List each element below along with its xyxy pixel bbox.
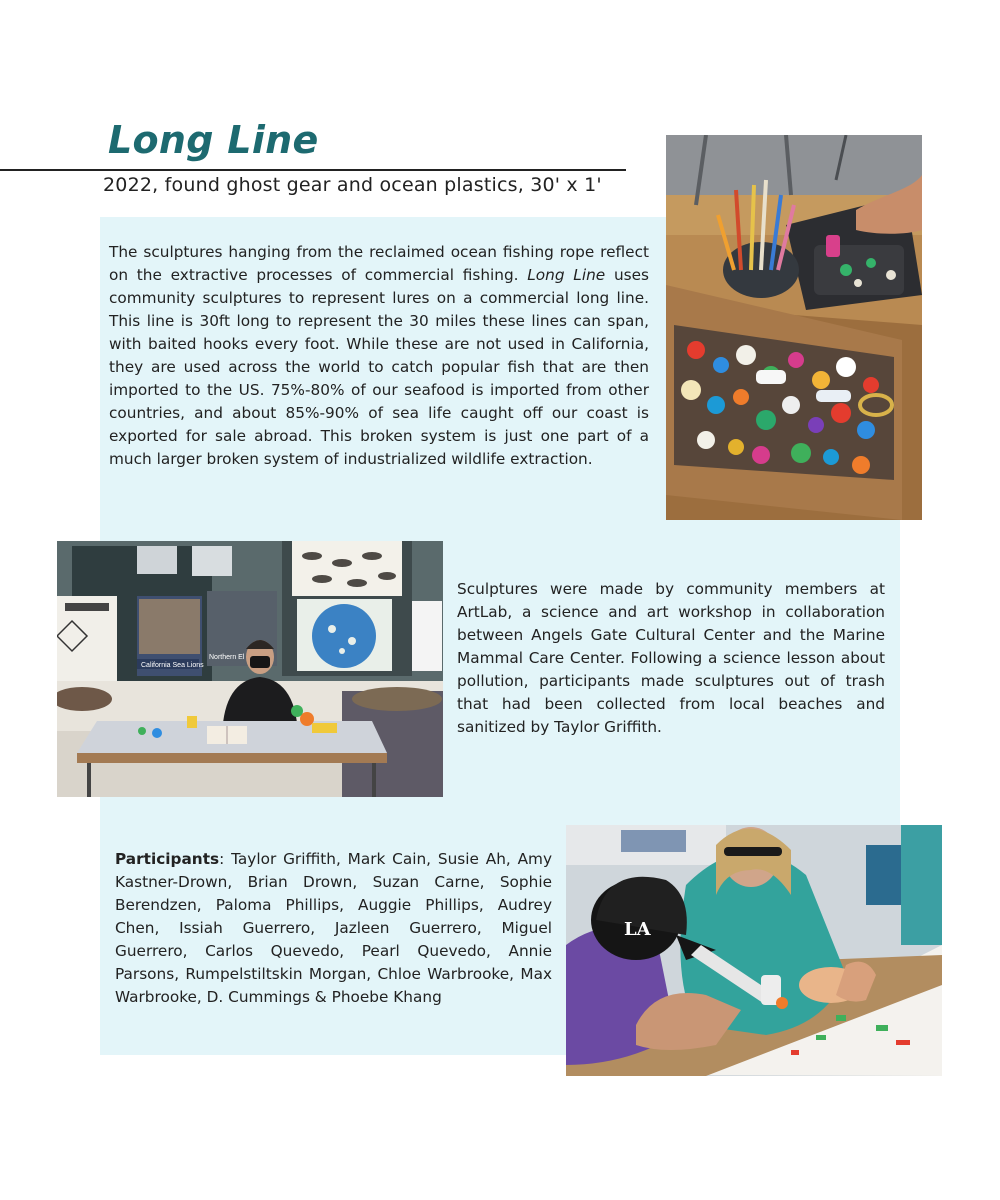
glue-gun-photo bbox=[566, 825, 942, 1076]
intro-paragraph bbox=[109, 241, 649, 471]
intro-text-end: uses community sculptures to represent lures on a commercial long line. This line is 30ft long to represent the 30 miles these lines can span, with baited hooks every foot. While these are not used in California, they are used across the world to catch popular fish that are then imported to the US. 75%-80% of our seafood is imported from other countries, and about 85%-90% of sea life caught off our coast is exported for sale abroad. This broken system is just one part of a much larger broken system of industrialized wildlife extraction. bbox=[109, 266, 649, 468]
workshop-paragraph: Sculptures were made by community members at ArtLab, a science and art workshop in collaboration between Angels Gate Cultural Center and the Marine Mammal Care Center. Following a science lesson about pollution, participants made sculptures out of trash that had been collected from local beaches and sanitized by Taylor Griffith. bbox=[457, 580, 885, 736]
title-divider bbox=[0, 169, 626, 171]
plastic-bins-photo bbox=[666, 135, 922, 520]
workshop-table-photo-icon bbox=[57, 541, 443, 797]
artwork-title-italic: Long Line bbox=[527, 266, 606, 284]
artwork-subtitle: 2022, found ghost gear and ocean plastics, 30' x 1' bbox=[103, 174, 602, 196]
glue-gun-photo-icon bbox=[566, 825, 942, 1076]
cap-logo: LA bbox=[624, 919, 651, 940]
poster-elephant-seal-label: Northern El bbox=[209, 654, 245, 661]
participants-paragraph bbox=[115, 848, 552, 1009]
page-title: Long Line bbox=[108, 118, 319, 162]
plastic-bins-photo-icon bbox=[666, 135, 922, 520]
intro-text-start: The sculptures hanging from the reclaimed ocean fishing rope reflect on the extractive processes of commercial fishing. bbox=[109, 243, 649, 284]
workshop-table-photo bbox=[57, 541, 443, 797]
poster-sea-lions-label: California Sea Lions bbox=[141, 662, 204, 669]
participants-names: : Taylor Griffith, Mark Cain, Susie Ah, Amy Kastner-Drown, Brian Drown, Suzan Carne, Sophie Berendzen, Paloma Phillips, Auggie Phillips, Audrey Chen, Issiah Guerrero, Jazleen Guerrero, Miguel Guerrero, Carlos Quevedo, Pearl Quevedo, Annie Parsons, Rumpelstiltskin Morgan, Chloe Warbrooke, Max Warbrooke, D. Cummings & Phoebe Khang bbox=[115, 850, 552, 1006]
participants-label: Participants bbox=[115, 850, 220, 868]
